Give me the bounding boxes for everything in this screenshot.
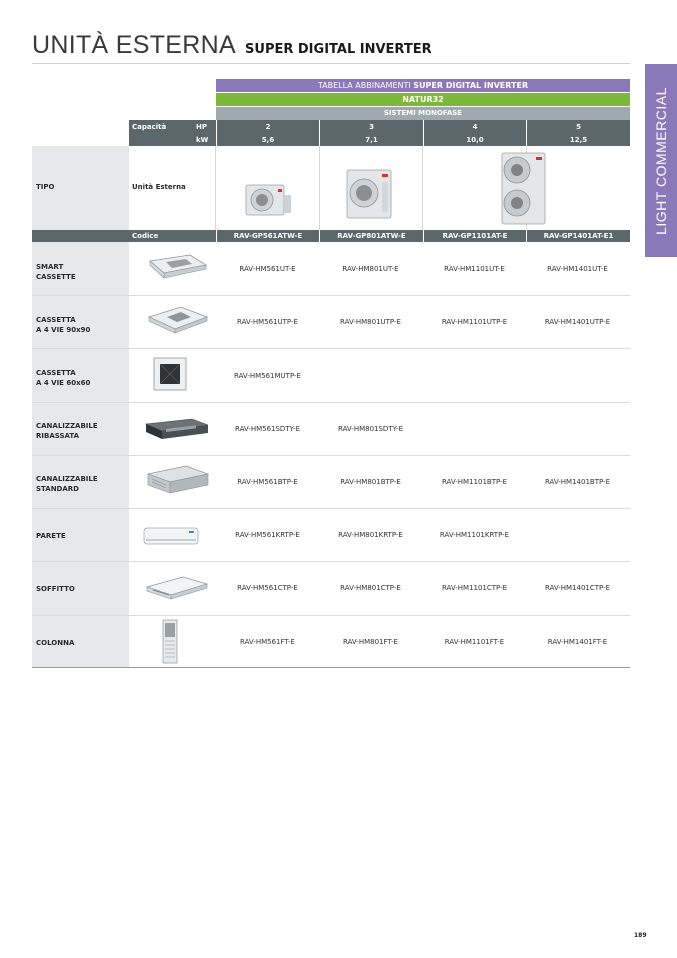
outdoor-code: RAV-GP801ATW-E — [319, 230, 423, 242]
hp-value: 2 — [216, 120, 319, 133]
side-tab-label: LIGHT COMMERCIAL — [653, 86, 669, 235]
indoor-model: RAV-HM561KRTP-E — [235, 531, 300, 539]
indoor-model: RAV-HM1101BTP-E — [441, 478, 508, 486]
tipo-value: Unità Esterna — [132, 183, 186, 191]
outdoor-code: RAV-GP1101AT-E — [423, 230, 526, 242]
indoor-model: RAV-HM1101FT-E — [444, 638, 505, 646]
wall-unit-icon — [142, 525, 202, 547]
indoor-model: RAV-HM1101UT-E — [444, 265, 505, 273]
column-divider — [319, 146, 320, 230]
row-label-ducted-slim — [36, 421, 98, 441]
outdoor-code: RAV-GP561ATW-E — [216, 230, 319, 242]
row-label-ducted-standard — [36, 474, 98, 494]
row-label-line: CASSETTA — [36, 369, 76, 377]
row-label-line: CASSETTE — [36, 273, 76, 281]
codice-label: Codice — [132, 232, 159, 240]
row-label-line: A 4 VIE 60x60 — [36, 379, 91, 387]
hp-value: 5 — [526, 120, 630, 133]
indoor-model: RAV-HM1401FT-E — [547, 638, 608, 646]
row-divider — [32, 455, 630, 456]
ducted-standard-icon — [144, 462, 212, 496]
outdoor-unit-medium-icon — [345, 168, 395, 220]
row-label-line: SMART — [36, 263, 64, 271]
indoor-model: RAV-HM1401UT-E — [547, 265, 608, 273]
table-bottom-rule — [32, 667, 630, 668]
indoor-model: RAV-HM801UTP-E — [340, 318, 401, 326]
hp-value: 4 — [423, 120, 526, 133]
cassette-90-icon — [145, 303, 211, 335]
band-combinations-table — [216, 79, 630, 92]
outdoor-unit-small-icon — [245, 181, 293, 219]
row-label-line: SOFFITTO — [36, 585, 75, 593]
indoor-model: RAV-HM1401BTP-E — [544, 478, 611, 486]
column-divider — [215, 146, 216, 230]
indoor-model: RAV-HM561UT-E — [239, 265, 296, 273]
row-label-line: RIBASSATA — [36, 432, 80, 440]
smart-cassette-icon — [144, 251, 210, 281]
indoor-model: RAV-HM1401CTP-E — [544, 584, 611, 592]
indoor-model: RAV-HM801KRTP-E — [338, 531, 403, 539]
band-refrigerant: NATUR32 — [216, 93, 630, 106]
indoor-model: RAV-HM801CTP-E — [340, 584, 401, 592]
indoor-model: RAV-HM801FT-E — [343, 638, 398, 646]
cassette-60-icon — [152, 356, 188, 392]
indoor-model: RAV-HM1101UTP-E — [441, 318, 508, 326]
indoor-model: RAV-HM561BTP-E — [237, 478, 298, 486]
page-title-main: UNITÀ ESTERNA — [32, 31, 236, 59]
row-divider — [32, 348, 630, 349]
side-tab — [645, 64, 677, 257]
floor-column-icon — [160, 619, 180, 665]
hp-value: 3 — [319, 120, 423, 133]
indoor-model: RAV-HM1101KRTP-E — [439, 531, 510, 539]
row-label-line: A 4 VIE 90x90 — [36, 326, 91, 334]
ducted-slim-icon — [142, 416, 212, 442]
indoor-model: RAV-HM1401UTP-E — [544, 318, 611, 326]
row-label-wall — [36, 531, 66, 541]
tipo-label: TIPO — [36, 183, 55, 191]
kw-value: 7,1 — [319, 133, 423, 146]
indoor-model: RAV-HM1101CTP-E — [441, 584, 508, 592]
row-divider — [32, 615, 630, 616]
row-label-cassette-60 — [36, 368, 90, 388]
row-label-smart-cassette — [36, 262, 76, 282]
band-system-type: SISTEMI MONOFASE — [216, 107, 630, 120]
indoor-model: RAV-HM801BTP-E — [340, 478, 401, 486]
row-divider — [32, 508, 630, 509]
row-divider — [32, 402, 630, 403]
row-label-ceiling — [36, 584, 75, 594]
ceiling-unit-icon — [143, 573, 211, 603]
outdoor-unit-large-icon — [499, 151, 549, 226]
row-divider — [32, 295, 630, 296]
hp-label: HP — [196, 122, 207, 131]
kw-value: 10,0 — [423, 133, 526, 146]
kw-value: 12,5 — [526, 133, 630, 146]
capacity-label: Capacità — [132, 122, 167, 131]
indoor-model: RAV-HM561FT-E — [240, 638, 295, 646]
row-label-line: PARETE — [36, 532, 66, 540]
page-title — [32, 31, 432, 60]
kw-value: 5,6 — [216, 133, 319, 146]
row-label-line: CANALIZZABILE — [36, 422, 98, 430]
indoor-model: RAV-HM561SDTY-E — [235, 425, 300, 433]
row-label-column — [36, 638, 74, 648]
row-label-cassette-90 — [36, 315, 90, 335]
outdoor-code: RAV-GP1401AT-E1 — [526, 230, 630, 242]
indoor-model: RAV-HM561UTP-E — [237, 318, 298, 326]
indoor-model: RAV-HM561CTP-E — [237, 584, 298, 592]
row-label-line: CASSETTA — [36, 316, 76, 324]
hp-row — [129, 120, 630, 133]
codice-row — [32, 230, 630, 242]
kw-label: kW — [196, 135, 209, 144]
page-number: 189 — [634, 932, 647, 939]
band-combinations-prefix: TABELLA ABBINAMENTI — [317, 81, 411, 90]
row-label-line: STANDARD — [36, 485, 79, 493]
indoor-model: RAV-HM801SDTY-E — [338, 425, 403, 433]
kw-row — [129, 133, 630, 146]
row-divider — [32, 561, 630, 562]
indoor-model: RAV-HM801UT-E — [342, 265, 399, 273]
indoor-model: RAV-HM561MUTP-E — [234, 372, 301, 380]
row-label-line: COLONNA — [36, 639, 75, 647]
band-combinations-bold: SUPER DIGITAL INVERTER — [413, 81, 529, 90]
page-title-sub: SUPER DIGITAL INVERTER — [245, 42, 432, 57]
column-divider — [422, 146, 423, 230]
title-divider — [32, 63, 630, 64]
row-label-line: CANALIZZABILE — [36, 475, 98, 483]
